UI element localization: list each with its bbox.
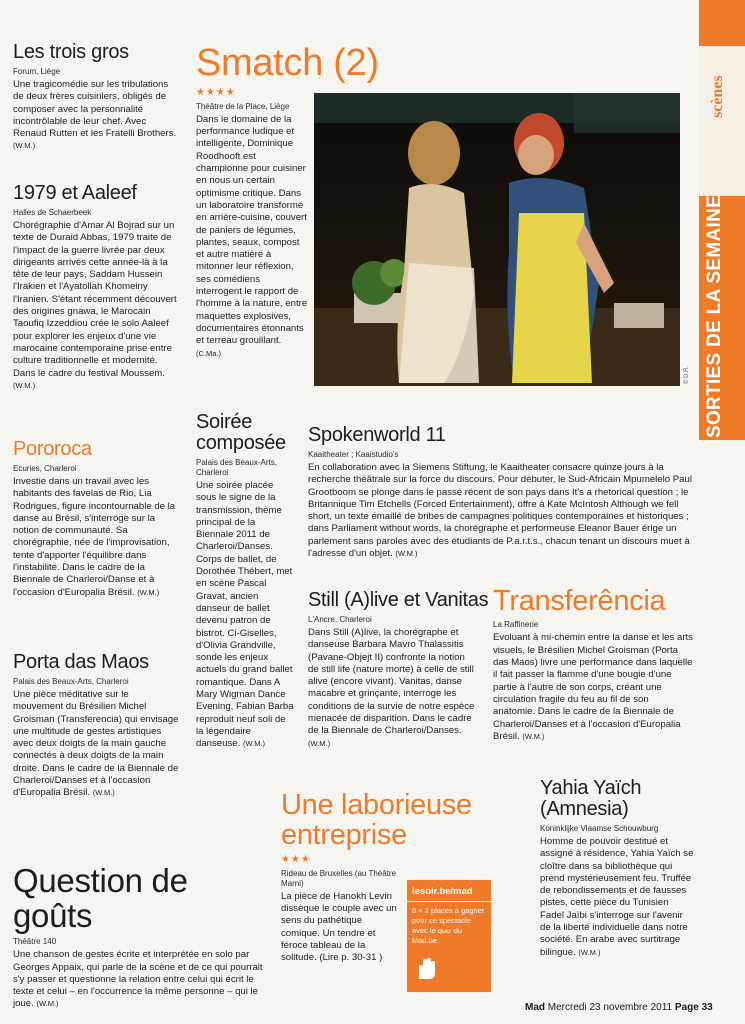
article-body [13,689,180,800]
article-title: Spokenworld 11 [308,424,446,446]
sidebar-vertical-title: SORTIES DE LA SEMAINE [704,194,725,438]
article-signature: (W.M.) [242,739,266,749]
article-body [13,79,180,153]
article-venue: Théâtre 140 [13,937,57,947]
article-body [308,627,478,750]
article-body [540,836,695,959]
article-title: Porta das Maos [13,651,149,673]
page-footer [525,1002,713,1013]
article-body [13,949,273,1010]
article-yahia-yaich [540,778,695,959]
article-signature: (W.M.) [137,587,160,597]
article-text: Une chanson de gestes écrite et interprétée en solo par Georges Appaix, qui parle de la scène et de ce qui pourrait s'y passer et questionne la relation entre celui qui écrit le texte et celui – en l'occurrence la même personne – qui le joue. [13,949,263,1010]
article-venue: La Raffinerie [493,620,539,630]
rating-stars: ★★★★ [196,86,236,98]
article-title: Transferência [493,585,666,617]
article-signature: (W.M.) [395,549,418,559]
article-venue: Théâtre de la Place, Liège [196,101,290,111]
hand-icon [415,957,437,986]
article-text: En collaboration avec la Siemens Stiftung, le Kaaitheater consacre quinze jours à la recherche théâtrale sur la force du discours. Pour débuter, le Sud-Africain Mpumelelo Paul Grootboom se plonge dans le passé récent de son pays dans It's a rhetorical question ; le Britannique Tim Etchells (Forced Entertainment), offre à Kate McIntosh Although we fell short, un texte émaillé de bribes de campagnes politiques contemporaines et historiques ; dans Parliament without words, la chorégraphe et performeuse Eleanor Bauer érige un parlement sans paroles avec des étudiants de P.a.r.t.s., chacun tenant un discours muet à l'adresse d'un objet. [308,462,692,560]
article-title: Pororoca [13,438,92,460]
article-signature: (W.M.) [13,380,36,390]
article-venue: Rideau de Bruxelles (au Théâtre Marni) [281,868,397,888]
article-body [196,114,308,360]
article-text: Dans Still (A)live, la chorégraphe et danseuse Barbara Mavro Thalassitis (Pavane-Objejt II) confronte la notion de still life (nature morte) à celle de still alive (encore vivant). Vanitas, danse macabre et grinçante, interroge les conditions de la survie de notre espèce menacée de disparition. Dans le cadre de la Biennale de Charleroi/Danses. [308,627,475,737]
article-text: Chorégraphie d'Amar Al Bojrad sur un texte de Duraid Abbas, 1979 traite de l'impact de la guerre livrée par deux dirigeants arrivés cette année-là à la tête de leur pays, Saddam Hussein l'Irakien et l'Ayatollah Khomeiny l'Iranien. S'étant récemment découvert des origines gnawa, le Marocain Taoufiq Izzeddiou crée le solo Aaleef pour explorer les enjeux d'une vie marocaine contemporaine prise entre culture traditionnelle et modernité. Dans le cadre du festival Moussem. [13,220,177,379]
article-signature: (W.M.) [522,731,545,741]
article-title: Question de goûts [13,862,188,934]
footer-date: Mercredi 23 novembre 2011 [547,1002,673,1013]
article-text: Evoluant à mi-chemin entre la danse et les arts visuels, le Brésilien Michel Groisman (Porta das Maos) livre une performance dans laquelle il fait passer la flamme d'une bougie d'une partie à l'autre de son corps, créant une circulation fragile du feu au fil de son anatomie. Dans le cadre de la Biennale de Charleroi/Danses et à l'occasion d'Europalia Brésil. [493,632,693,742]
article-signature: (W.M.) [13,141,36,151]
article-body [13,476,180,599]
rating-stars: ★★★ [281,853,311,865]
article-venue: L'Ancre, Charleroi [308,615,372,624]
article-smatch [196,42,379,360]
article-title: Yahia Yaïch (Amnesia) [540,777,642,820]
article-text: Une soirée placée sous le signe de la transmission, thème principal de la Biennale 2011 de Charleroi/Danses. Corps de ballet, de Dorothée Thébert, met en scène Pascal Gravat, ancien danseur de ballet devenu patron de bistrot. Ci-Giselles, d'Olivia Grandville, sonde les enjeux actuels du grand ballet romantique. Dans A Mary Wigman Dance Evening, Fabian Barba reproduit neuf soli de la légendaire danseuse. [196,480,294,750]
article-body [196,480,294,751]
article-venue: Kaaitheater ; Kaaistudio's [308,450,399,459]
article-text: Une pièce méditative sur le mouvement du Brésilien Michel Groisman (Transferencia) qui envisage une multitude de gestes artistiques avec deux doigts de la main gauche connectés à deux doigts de la main droite. Dans le cadre de la Biennale de Charleroi/Danses et à l'occasion d'Europalia Brésil. [13,689,179,799]
section-tab [699,46,745,196]
footer-magazine: Mad [525,1002,545,1013]
photo-credit: © D.R. [684,365,690,384]
article-venue: Koninklijke Vlaamse Schouwburg [540,824,659,833]
article-signature: (W.M.) [578,947,601,957]
stage-photo-illustration [314,93,680,386]
article-signature: (W.M.) [36,999,59,1009]
article-venue: Forum, Liège [13,67,61,76]
web-promo-box[interactable] [407,880,491,992]
article-venue: Ecuries, Charleroi [13,464,77,473]
article-body [308,462,693,560]
article-title: Still (A)live et Vanitas [308,589,489,611]
article-text: Dans le domaine de la performance ludique et intelligente, Dominique Roodhooft est championne pour cuisiner en nous un certain optimisme critique. Dans un laboratoire transformé en arrière-cuisine, couvert de paniers de légumes, plantes, seaux, compost et autre matière à mitonner leur réflexion, ses comédiens interrogent le rapport de l'homme à la nature, entre maquettes explosives, documentaires étonnants et terreau grouillant. [196,113,308,347]
article-text: Homme de pouvoir destitué et assigné à résidence, Yahia Yaïch se cloître dans sa bibliothèque qui prend mystérieusement feu. Truffée de rebondissements et de fausses pistes, cette pièce du Tunisien Fadel Jaïbi s'interroge sur l'avenir de la liberté individuelle dans notre société. En arabe avec surtitrage bilingue. [540,836,694,958]
article-text: Une tragicomédie sur les tribulations de deux frères cuisiniers, obligés de composer avec la personnalité incontrôlable de leur chef. Avec Renaud Rutten et les Fratelli Brothers. [13,79,177,140]
article-venue: Palais des Beaux-Arts, Charleroi [13,677,129,686]
section-label: scènes [709,75,726,118]
article-pororoca [13,439,180,599]
article-trois-gros [13,42,180,153]
article-body [13,220,180,392]
article-soiree-composee [196,412,294,751]
article-signature: (C.Ma.) [196,348,221,358]
article-title: Smatch (2) [196,42,379,84]
article-body [493,632,693,743]
article-title: Soirée composée [196,411,286,454]
web-promo-text: 5 × 2 places à gagner pour ce spectacle avec le quiz du Mad.be [412,906,485,945]
article-title: Une laborieuse entreprise [281,789,472,852]
article-still-alive [308,589,489,750]
article-1979-aaleef [13,183,180,392]
article-venue: Halles de Schaerbeek [13,208,92,217]
article-question-de-gouts [13,864,273,1011]
web-promo-site[interactable]: lesoir.be/mad [407,880,491,902]
article-signature: (W.M.) [92,788,115,798]
article-spokenworld [308,425,693,560]
article-text: Investie dans un travail avec les habitants des favelas de Rio, Lia Rodrigues, figure incontournable de la danse au Brésil, s'interroge sur la notion de communauté. Sa chorégraphie, née de l'improvisation, tente d'apporter l'équilibre dans l'instabilité. Dans le cadre de la Biennale de Charleroi/Danse et à l'occasion d'Europalia Brésil. [13,476,176,598]
stage-photo [314,93,680,386]
article-signature: (W.M.) [308,738,331,748]
article-porta-das-maos [13,652,180,800]
article-venue: Palais des Beaux-Arts, Charleroi [196,458,277,477]
article-title: 1979 et Aaleef [13,182,137,204]
article-title: Les trois gros [13,41,129,63]
article-transferencia [493,586,693,743]
article-body: La pièce de Hanokh Levin dissèque le couple avec un sens du pathétique comique. Un tendre et féroce tableau de la solitude. (Lire p. 30-31 ) [281,890,397,964]
footer-page: Page 33 [674,1002,713,1013]
